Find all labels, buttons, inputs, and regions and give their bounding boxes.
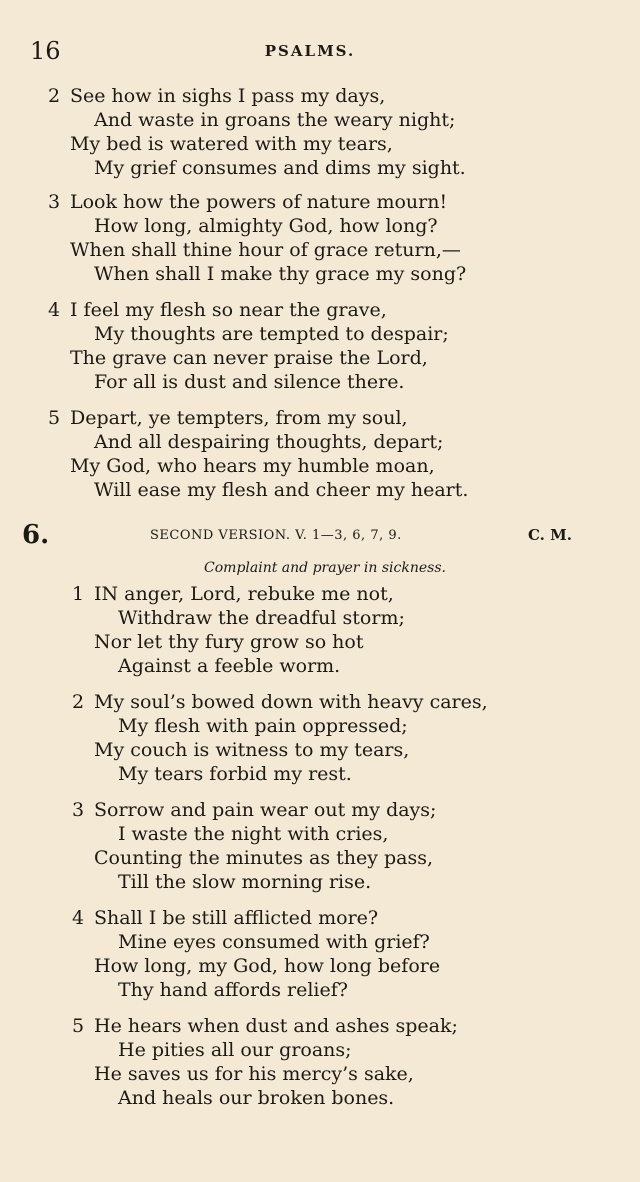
verse-line: My grief consumes and dims my sight. xyxy=(94,157,466,179)
verse-line: See how in sighs I pass my days, xyxy=(70,85,386,107)
stanza-number: 4 xyxy=(72,907,85,929)
running-head: PSALMS. xyxy=(264,42,356,60)
verse-line: Depart, ye tempters, from my soul, xyxy=(70,407,408,429)
stanza-number: 3 xyxy=(48,191,61,213)
verse-line: My soul’s bowed down with heavy cares, xyxy=(94,691,488,713)
verse-line: For all is dust and silence there. xyxy=(94,371,405,393)
psalm-number: 6. xyxy=(22,520,50,550)
verse-line: Mine eyes consumed with grief? xyxy=(118,931,430,953)
verse-line: Look how the powers of nature mourn! xyxy=(70,191,448,213)
page-number: 16 xyxy=(30,37,61,65)
verse-line: I waste the night with cries, xyxy=(118,823,389,845)
verse-line: My bed is watered with my tears, xyxy=(70,133,393,155)
verse-line: Withdraw the dreadful storm; xyxy=(118,607,405,629)
stanza-number: 5 xyxy=(72,1015,85,1037)
verse-line: Against a feeble worm. xyxy=(118,655,341,677)
verse-line: IN anger, Lord, rebuke me not, xyxy=(94,583,394,605)
verse-line: When shall thine hour of grace return,— xyxy=(70,239,461,261)
verse-line: My flesh with pain oppressed; xyxy=(118,715,408,737)
verse-line: Shall I be still afflicted more? xyxy=(94,907,379,929)
verse-line: Sorrow and pain wear out my days; xyxy=(94,799,437,821)
verse-line: The grave can never praise the Lord, xyxy=(70,347,428,369)
stanza-number: 1 xyxy=(72,583,85,605)
stanza-number: 2 xyxy=(48,85,61,107)
verse-line: How long, my God, how long before xyxy=(94,955,441,977)
verse-line: Till the slow morning rise. xyxy=(118,871,372,893)
verse-line: My couch is witness to my tears, xyxy=(94,739,410,761)
verse-line: And heals our broken bones. xyxy=(118,1087,395,1109)
verse-line: And waste in groans the weary night; xyxy=(94,109,456,131)
verse-line: Will ease my flesh and cheer my heart. xyxy=(94,479,469,501)
version-label: SECOND VERSION. V. 1—3, 6, 7, 9. xyxy=(150,528,402,543)
verse-line: My tears forbid my rest. xyxy=(118,763,352,785)
verse-line: And all despairing thoughts, depart; xyxy=(94,431,444,453)
verse-line: I feel my flesh so near the grave, xyxy=(70,299,387,321)
verse-line: Counting the minutes as they pass, xyxy=(94,847,434,869)
psalm-subtitle: Complaint and prayer in sickness. xyxy=(204,560,446,576)
verse-line: Thy hand affords relief? xyxy=(118,979,348,1001)
stanza-number: 5 xyxy=(48,407,61,429)
stanza-number: 2 xyxy=(72,691,85,713)
page-header xyxy=(30,36,590,66)
verse-line: He saves us for his mercy’s sake, xyxy=(94,1063,414,1085)
stanza-number: 3 xyxy=(72,799,85,821)
verse-line: Nor let thy fury grow so hot xyxy=(94,631,364,653)
stanza-number: 4 xyxy=(48,299,61,321)
verse-line: How long, almighty God, how long? xyxy=(94,215,438,237)
verse-line: My God, who hears my humble moan, xyxy=(70,455,435,477)
verse-line: When shall I make thy grace my song? xyxy=(94,263,467,285)
meter-label: C. M. xyxy=(528,526,572,544)
verse-line: He pities all our groans; xyxy=(118,1039,352,1061)
verse-line: He hears when dust and ashes speak; xyxy=(94,1015,458,1037)
verse-line: My thoughts are tempted to despair; xyxy=(94,323,449,345)
